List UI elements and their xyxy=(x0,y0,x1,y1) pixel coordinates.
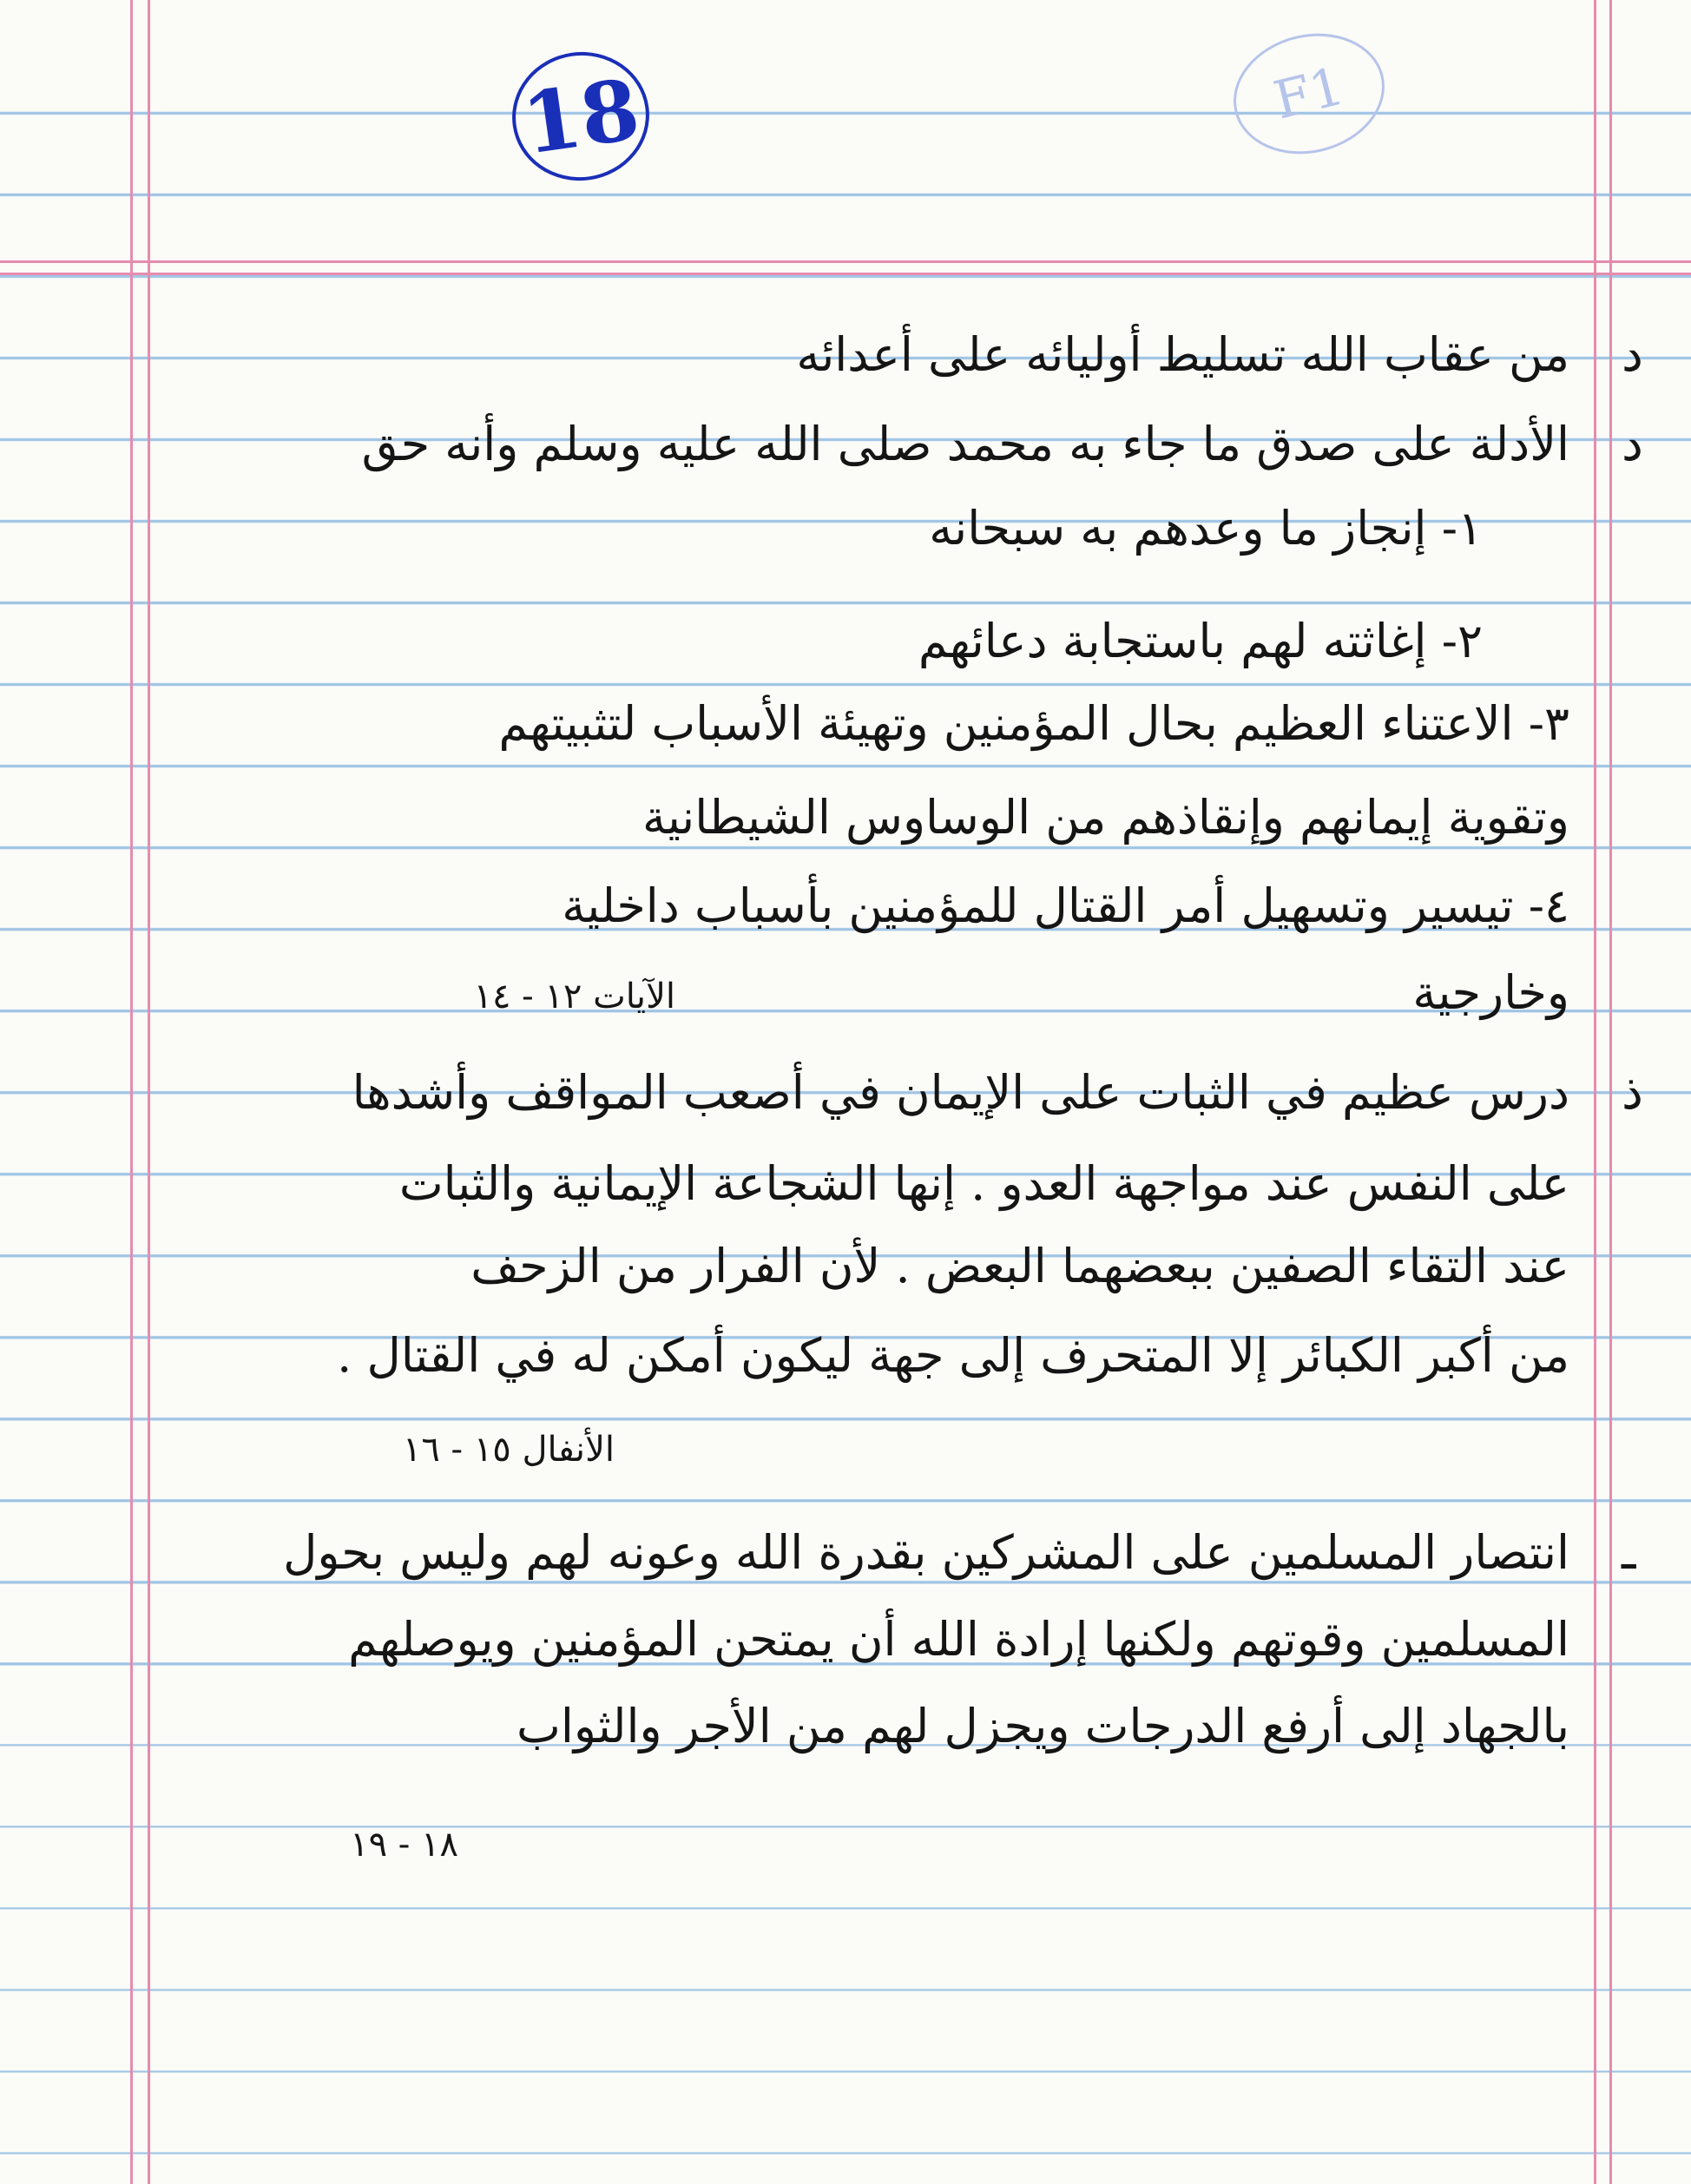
text-line: الأدلة على صدق ما جاء به محمد صلى الله عليه وسلم وأنه حق xyxy=(361,417,1569,471)
text-line: ٤- تيسير وتسهيل أمر القتال للمؤمنين بأسباب داخلية xyxy=(562,878,1569,933)
verse-reference: ١٨ - ١٩ xyxy=(350,1825,458,1865)
text-line: بالجهاد إلى أرفع الدرجات ويجزل لهم من الأجر والثواب xyxy=(517,1699,1569,1753)
text-line: ١- إنجاز ما وعدهم به سبحانه xyxy=(929,501,1483,556)
text-line: ٢- إغاثته لهم باستجابة دعائهم xyxy=(918,614,1483,668)
margin-line-right xyxy=(1609,0,1612,2184)
faint-page-mark: F1 xyxy=(1221,18,1398,170)
margin-line-left-inner xyxy=(148,0,150,2184)
text-line: وخارجية xyxy=(1412,965,1569,1020)
text-line: درس عظيم في الثبات على الإيمان في أصعب المواقف وأشدها xyxy=(352,1065,1569,1120)
header-rule-top xyxy=(0,260,1691,263)
page-number-circle: 18 xyxy=(503,43,657,190)
text-line: على النفس عند مواجهة العدو . إنها الشجاعة الإيمانية والثبات xyxy=(398,1156,1569,1211)
text-line: من عقاب الله تسليط أوليائه على أعدائه xyxy=(796,327,1569,382)
text-line: من أكبر الكبائر إلا المتحرف إلى جهة ليكون أمكن له في القتال . xyxy=(337,1328,1569,1383)
section-marker: د xyxy=(1622,326,1643,383)
section-marker: ذ xyxy=(1622,1064,1643,1121)
section-marker: ـ xyxy=(1622,1524,1636,1581)
verse-reference: الأنفال ١٥ - ١٦ xyxy=(402,1430,615,1470)
margin-line-right-inner xyxy=(1594,0,1596,2184)
text-line: المسلمين وقوتهم ولكنها إرادة الله أن يمتحن المؤمنين ويوصلهم xyxy=(348,1612,1569,1667)
header-rule-bottom xyxy=(0,273,1691,275)
text-line: ٣- الاعتناء العظيم بحال المؤمنين وتهيئة الأسباب لتثبيتهم xyxy=(498,696,1569,751)
margin-line-left xyxy=(130,0,133,2184)
section-marker: د xyxy=(1622,416,1643,472)
text-line: عند التقاء الصفين ببعضهما البعض . لأن الفرار من الزحف xyxy=(470,1239,1569,1293)
text-line: وتقوية إيمانهم وإنقاذهم من الوساوس الشيطانية xyxy=(642,790,1569,845)
text-line: انتصار المسلمين على المشركين بقدرة الله وعونه لهم وليس بحول xyxy=(283,1525,1569,1580)
verse-reference: الآيات ١٢ - ١٤ xyxy=(473,977,675,1016)
